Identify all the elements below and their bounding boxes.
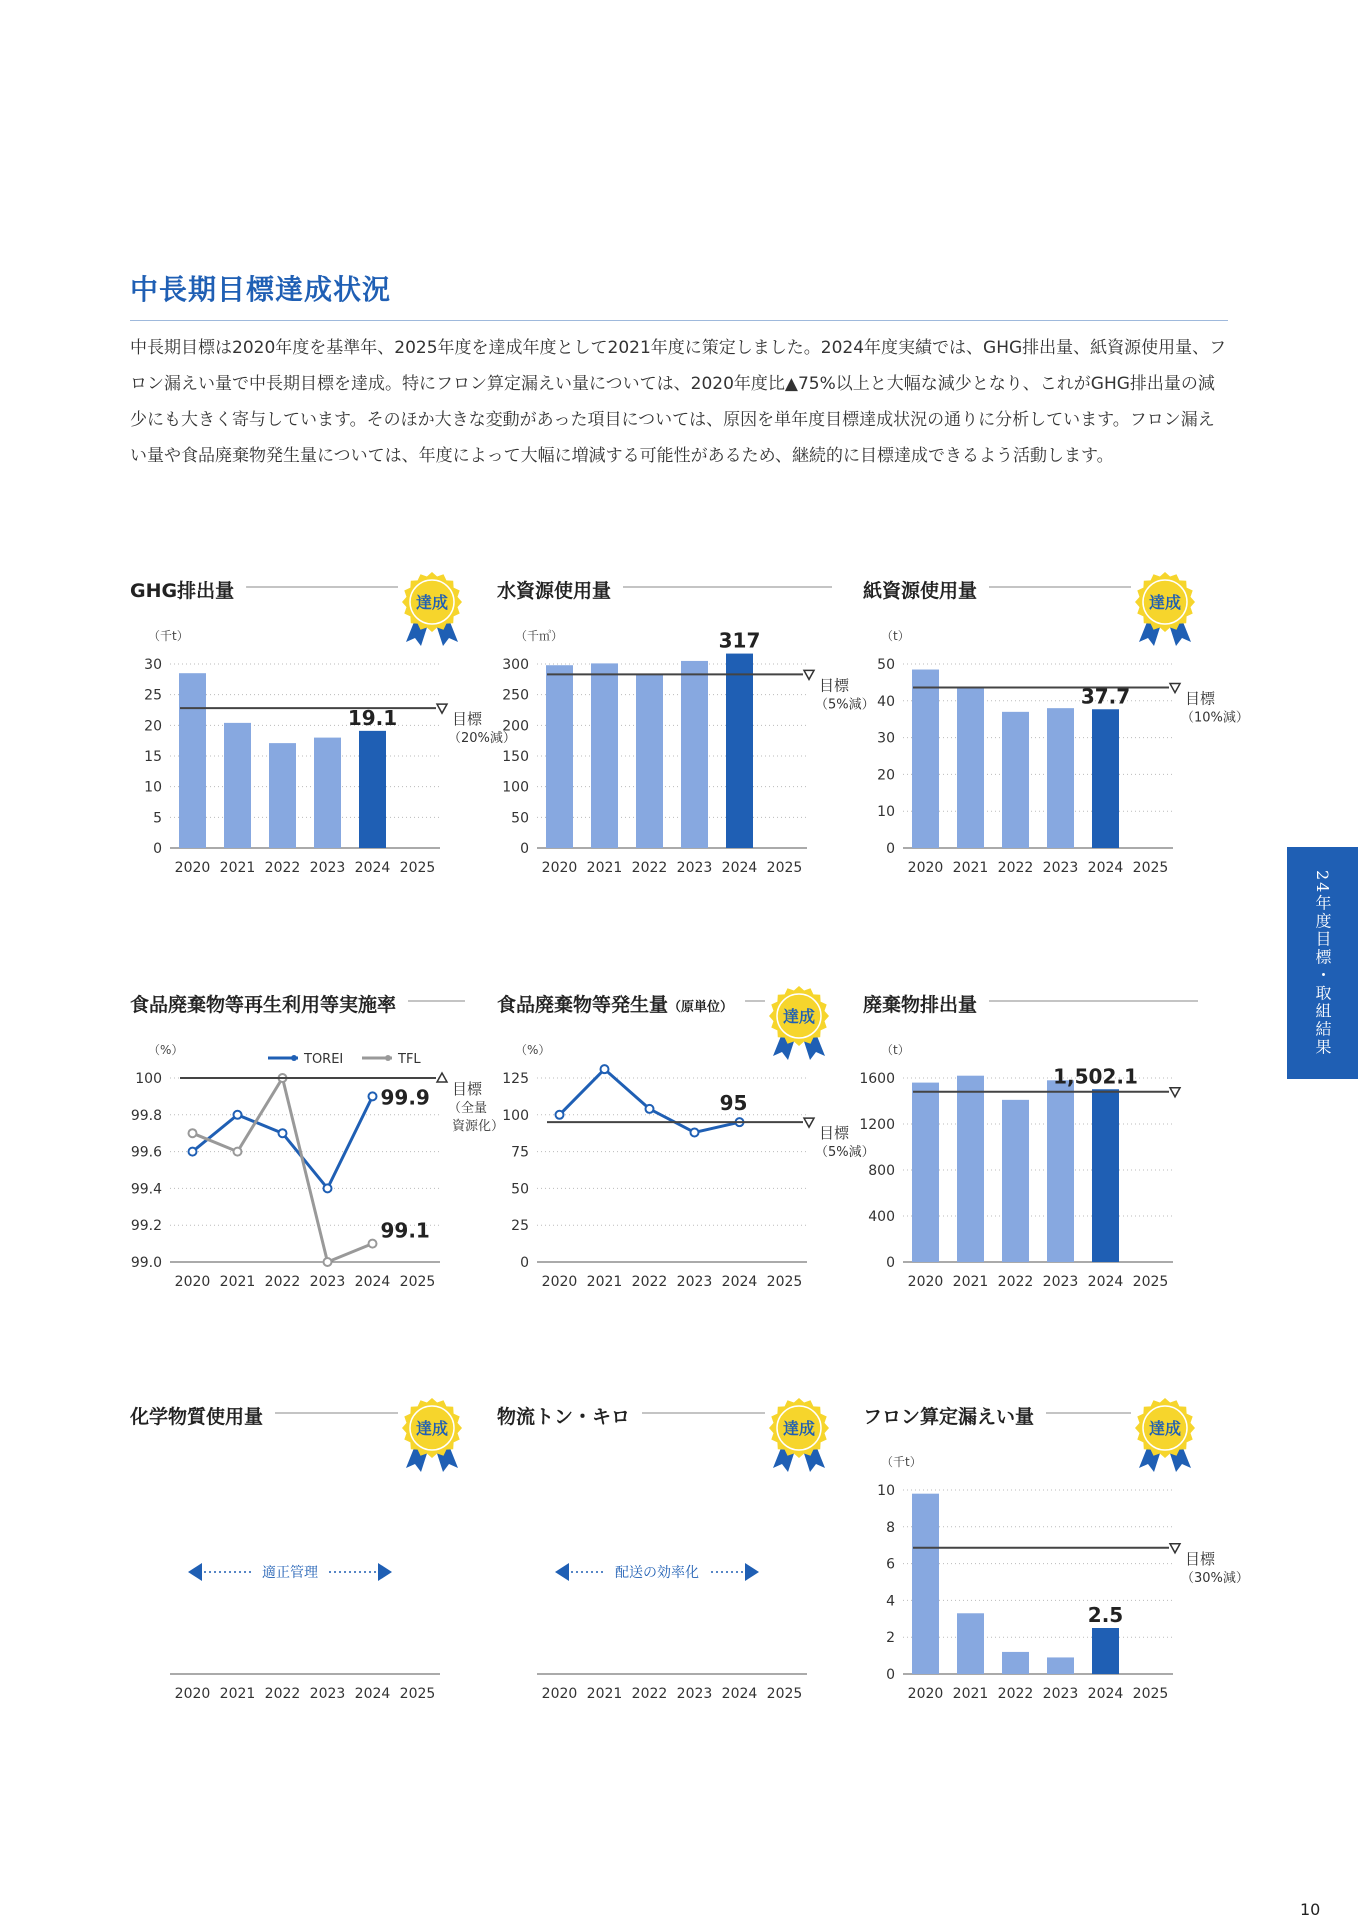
x-tick-label: 2025 [399,1274,436,1290]
y-tick-label: 800 [868,1163,895,1179]
chart-title: 化学物質使用量 [130,1406,264,1428]
y-tick-label: 20 [877,767,895,784]
y-axis-unit: （t） [881,629,910,643]
y-tick-label: 0 [886,1667,895,1683]
x-tick-label: 2025 [766,860,803,876]
series-point [324,1184,332,1192]
y-tick-label: 99.2 [130,1218,162,1235]
y-tick-label: 50 [511,1181,529,1198]
target-marker-icon [1170,1544,1180,1553]
y-tick-label: 25 [144,687,162,704]
series-point [234,1148,242,1156]
series-point [556,1111,564,1119]
x-tick-label: 2023 [1042,1274,1079,1290]
arrow-left-icon [188,1563,202,1581]
bar [912,1083,939,1262]
y-tick-label: 2 [886,1630,895,1647]
y-tick-label: 15 [144,749,162,765]
x-tick-label: 2021 [586,860,623,876]
y-tick-label: 30 [877,730,895,747]
ribbon-badge-icon [402,1398,462,1472]
x-tick-label: 2022 [997,860,1034,876]
target-marker-icon [804,670,814,679]
side-tab [1287,847,1358,1079]
y-tick-label: 400 [868,1209,895,1225]
chart-logistics [497,1402,837,1712]
chart-title: 廃棄物排出量 [863,994,978,1016]
intro-paragraph: 中長期目標は2020年度を基準年、2025年度を達成年度として2021年度に策定しました。2024年度実績では、GHG排出量、紙資源使用量、フロン漏えい量で中長期目標を達成。特にフロン算定漏えい量については、2020年度比▲75%以上と大幅な減少となり、これがGHG排出量の減少にも大きく寄与しています。そのほか大きな変動があった項目については、原因を単年度目標達成状況の通りに分析しています。フロン漏えい量や食品廃棄物発生量については、年度によって大幅に増減する可能性があるため、継続的に目標達成できるよう活動します。 [130,338,1227,466]
bar [179,673,206,848]
chart-food-recycle [130,990,505,1300]
y-tick-label: 0 [886,841,895,857]
target-label: 目標 [819,1124,850,1143]
x-tick-label: 2022 [631,860,668,876]
arrow-right-icon [745,1563,759,1581]
series-point [369,1240,377,1248]
x-tick-label: 2021 [586,1686,623,1702]
chart-panel-freon [863,1402,1249,1712]
y-tick-label: 10 [877,1483,895,1499]
chart-freon [863,1402,1249,1712]
ribbon-badge-icon [1135,572,1195,646]
x-tick-label: 2023 [676,1274,713,1290]
x-tick-label: 2021 [586,1274,623,1290]
chart-title: 紙資源使用量 [863,580,978,602]
chart-chemical [130,1402,470,1712]
target-note: （30%減） [1181,1570,1249,1586]
chart-title: 食品廃棄物等再生利用等実施率 [130,994,397,1016]
target-label: 目標 [452,1080,483,1098]
x-tick-label: 2023 [309,1274,346,1290]
y-tick-label: 0 [520,1255,529,1271]
x-tick-label: 2022 [264,1686,301,1702]
ribbon-badge-icon [769,1398,829,1472]
bar [1047,708,1074,848]
target-marker-icon [437,704,447,713]
bar [1047,1080,1074,1262]
ribbon-badge-icon [1135,1398,1195,1472]
series-point [189,1148,197,1156]
target-note: 資源化） [452,1119,505,1134]
bar [591,663,618,848]
y-tick-label: 10 [144,779,162,796]
bar [681,661,708,848]
legend-item [362,1052,421,1067]
bar [1047,1657,1074,1674]
x-tick-label: 2024 [721,1274,758,1290]
bar-highlight [1092,709,1119,848]
x-tick-label: 2024 [721,1686,758,1702]
x-tick-label: 2023 [309,1686,346,1702]
bar [1002,1100,1029,1262]
x-tick-label: 2022 [631,1274,668,1290]
x-tick-label: 2025 [766,1274,803,1290]
x-tick-label: 2025 [1132,1274,1169,1290]
target-label: 目標 [1185,1549,1216,1568]
y-tick-label: 25 [511,1218,529,1235]
bar [957,1613,984,1674]
series-point [234,1111,242,1119]
x-tick-label: 2024 [1087,860,1124,876]
badge-label: 達成 [415,593,449,612]
ribbon-badge-icon [402,572,462,646]
x-tick-label: 2021 [952,1274,989,1290]
y-tick-label: 100 [502,1107,529,1124]
x-tick-label: 2024 [354,1274,391,1290]
y-axis-unit: （%） [515,1043,551,1057]
ribbon-badge-icon [769,986,829,1060]
series-point [369,1092,377,1100]
x-tick-label: 2022 [264,1274,301,1290]
data-label: 99.9 [380,1085,430,1110]
x-tick-label: 2020 [541,1274,578,1290]
y-tick-label: 100 [502,779,529,796]
x-tick-label: 2020 [174,860,211,876]
y-tick-label: 1600 [859,1071,895,1087]
data-label: 2.5 [1087,1603,1124,1627]
x-tick-label: 2023 [676,1686,713,1702]
y-tick-label: 4 [886,1593,895,1610]
legend-dot [291,1055,297,1061]
x-tick-label: 2024 [1087,1686,1124,1702]
chart-title-sub: （原単位） [668,1000,734,1015]
y-tick-label: 0 [153,841,162,857]
y-tick-label: 50 [877,657,895,673]
arrow-label: 配送の効率化 [615,1565,699,1581]
chart-food-waste [497,990,875,1300]
chart-panel-waste [859,990,1203,1300]
series-point [189,1129,197,1137]
chart-title: 水資源使用量 [497,580,612,602]
y-tick-label: 75 [511,1144,529,1161]
x-tick-label: 2021 [952,860,989,876]
bar [314,738,341,848]
chart-waste [859,990,1203,1300]
target-marker-icon [1170,1088,1180,1097]
bar-highlight [726,654,753,848]
page-number: 10 [1300,1900,1321,1919]
data-label: 99.1 [380,1218,430,1243]
bar [1002,1652,1029,1674]
badge-label: 達成 [782,1007,816,1026]
y-tick-label: 6 [886,1556,895,1573]
y-tick-label: 125 [502,1071,529,1087]
series-point [646,1105,654,1113]
y-tick-label: 10 [877,804,895,821]
bar [224,723,251,848]
data-label: 95 [719,1091,748,1116]
y-tick-label: 20 [144,718,162,735]
x-tick-label: 2022 [631,1686,668,1702]
chart-paper [863,576,1249,886]
series-point [324,1258,332,1266]
y-tick-label: 99.0 [130,1255,162,1271]
x-tick-label: 2020 [541,860,578,876]
chart-panel-paper [863,576,1249,886]
chart-title: GHG排出量 [130,580,235,602]
x-tick-label: 2024 [1087,1274,1124,1290]
series-line [193,1078,373,1262]
x-tick-label: 2025 [399,1686,436,1702]
target-note: （5%減） [815,697,875,713]
x-tick-label: 2025 [766,1686,803,1702]
x-tick-label: 2024 [721,860,758,876]
target-note: （5%減） [815,1145,875,1161]
x-tick-label: 2025 [399,860,436,876]
series-point [279,1129,287,1137]
bar [957,688,984,848]
chart-panel-food-recycle [130,990,505,1300]
x-tick-label: 2020 [541,1686,578,1702]
x-tick-label: 2025 [1132,860,1169,876]
arrow-right-icon [378,1563,392,1581]
y-tick-label: 1200 [859,1117,895,1133]
series-line [193,1096,373,1188]
legend-label: TFL [398,1052,421,1067]
arrow-left-icon [555,1563,569,1581]
chart-title-main: 食品廃棄物等発生量 [497,994,669,1016]
badge-label: 達成 [1148,1419,1182,1438]
x-tick-label: 2021 [219,1686,256,1702]
section-title: 中長期目標達成状況 [130,268,1228,321]
bar [912,670,939,848]
legend-item [268,1052,343,1067]
data-label: 37.7 [1080,684,1131,709]
chart-title: フロン算定漏えい量 [863,1406,1035,1428]
data-label: 317 [718,628,761,653]
chart-panel-food-waste [497,990,875,1300]
y-tick-label: 300 [502,657,529,673]
chart-panel-water [497,576,875,886]
chart-water [497,576,875,886]
side-tab-label: 24年度目標・取組結果 [1313,869,1332,1057]
y-tick-label: 100 [135,1071,162,1087]
bar-highlight [1092,1628,1119,1674]
y-tick-label: 99.8 [130,1107,162,1124]
data-label: 19.1 [347,705,398,730]
y-tick-label: 0 [886,1255,895,1271]
y-tick-label: 30 [144,657,162,673]
bar [269,743,296,848]
x-tick-label: 2020 [907,1686,944,1702]
bar [957,1076,984,1262]
bar [912,1494,939,1674]
y-tick-label: 5 [153,810,162,827]
x-tick-label: 2020 [907,1274,944,1290]
bar [546,665,573,848]
y-axis-unit: （千t） [148,629,189,643]
series-point [691,1128,699,1136]
y-tick-label: 40 [877,693,895,710]
x-tick-label: 2021 [219,1274,256,1290]
target-label: 目標 [819,676,850,695]
x-tick-label: 2023 [309,860,346,876]
y-tick-label: 150 [502,749,529,765]
chart-panel-chemical [130,1402,470,1712]
x-tick-label: 2022 [264,860,301,876]
chart-title: 物流トン・キロ [497,1406,631,1428]
y-tick-label: 50 [511,810,529,827]
x-tick-label: 2023 [1042,1686,1079,1702]
y-tick-label: 99.6 [130,1144,162,1161]
x-tick-label: 2023 [676,860,713,876]
bar [1002,712,1029,848]
bar [636,674,663,848]
y-axis-unit: （t） [881,1043,910,1057]
y-axis-unit: （%） [148,1043,184,1057]
y-tick-label: 200 [502,718,529,735]
target-note: （10%減） [1181,710,1249,726]
series-point [601,1065,609,1073]
legend-dot [385,1055,391,1061]
target-marker-icon [1170,684,1180,693]
x-tick-label: 2024 [354,860,391,876]
bar-highlight [1092,1089,1119,1262]
x-tick-label: 2020 [174,1686,211,1702]
bar-highlight [359,731,386,848]
chart-panel-logistics [497,1402,837,1712]
y-tick-label: 250 [502,687,529,704]
data-label: 1,502.1 [1053,1064,1138,1089]
x-tick-label: 2021 [219,860,256,876]
x-tick-label: 2025 [1132,1686,1169,1702]
y-tick-label: 8 [886,1519,895,1536]
y-axis-unit: （千㎥） [515,629,564,643]
arrow-label: 適正管理 [262,1565,318,1581]
badge-label: 達成 [782,1419,816,1438]
target-marker-icon [804,1118,814,1127]
target-label: 目標 [1185,689,1216,708]
x-tick-label: 2022 [997,1686,1034,1702]
target-note: （全量 [448,1101,488,1116]
y-axis-unit: （千t） [881,1455,922,1469]
badge-label: 達成 [1148,593,1182,612]
y-tick-label: 0 [520,841,529,857]
legend-label: TOREI [304,1052,344,1067]
x-tick-label: 2022 [997,1274,1034,1290]
x-tick-label: 2024 [354,1686,391,1702]
badge-label: 達成 [415,1419,449,1438]
target-note: （20%減） [448,731,516,747]
x-tick-label: 2020 [907,860,944,876]
x-tick-label: 2023 [1042,860,1079,876]
y-tick-label: 99.4 [130,1181,162,1198]
target-label: 目標 [452,710,483,729]
x-tick-label: 2021 [952,1686,989,1702]
x-tick-label: 2020 [174,1274,211,1290]
